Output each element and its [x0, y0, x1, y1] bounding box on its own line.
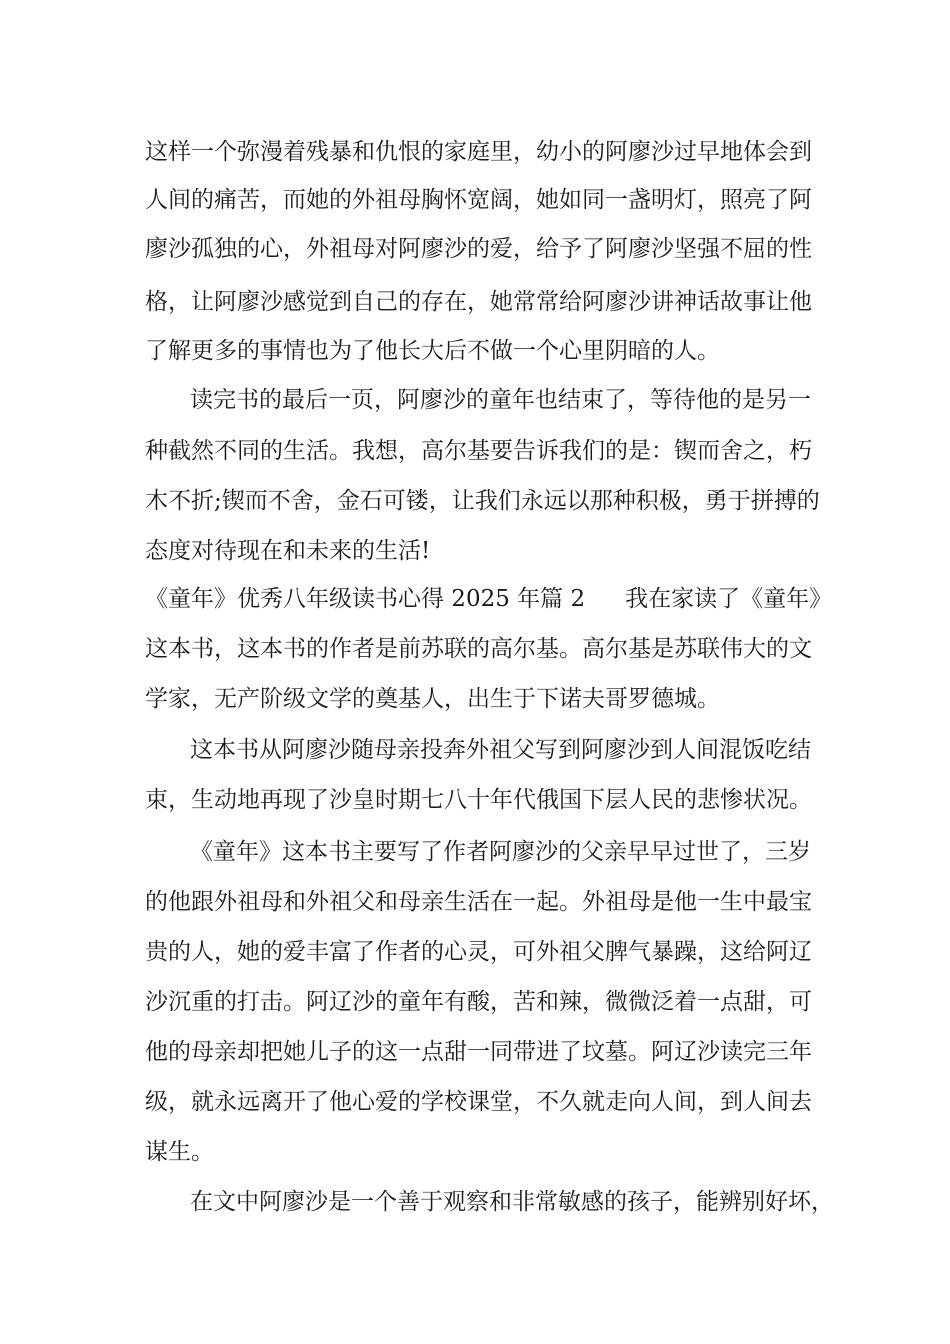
- section-heading-line: [145, 584, 833, 614]
- section-title: 《童年》优秀八年级读书心得 2025 年篇 2: [145, 586, 586, 612]
- text-line: 贵的人，她的爱丰富了作者的心灵，可外祖父脾气暴躁，这给阿辽: [145, 939, 812, 965]
- text-line: 这本书，这本书的作者是前苏联的高尔基。高尔基是苏联伟大的文: [145, 636, 812, 662]
- text-line: 格，让阿廖沙感觉到自己的存在，她常常给阿廖沙讲神话故事让他: [145, 289, 812, 315]
- text-line: 态度对待现在和未来的生活!: [145, 538, 431, 564]
- text-line: 的他跟外祖母和外祖父和母亲生活在一起。外祖母是他一生中最宝: [145, 889, 812, 915]
- text-line: 这样一个弥漫着残暴和仇恨的家庭里，幼小的阿廖沙过早地体会到: [145, 139, 812, 165]
- section-first-text: 我在家读了《童年》: [625, 586, 833, 612]
- text-line: 人间的痛苦，而她的外祖母胸怀宽阔，她如同一盏明灯，照亮了阿: [145, 187, 812, 213]
- paragraph-first-line: 《童年》这本书主要写了作者阿廖沙的父亲早早过世了，三岁: [190, 839, 811, 865]
- text-line: 沙沉重的打击。阿辽沙的童年有酸，苦和辣，微微泛着一点甜，可: [145, 989, 812, 1015]
- paragraph-first-line: 在文中阿廖沙是一个善于观察和非常敏感的孩子，能辨别好坏，: [190, 1189, 834, 1215]
- text-line: 木不折;锲而不舍，金石可镂，让我们永远以那种积极，勇于拼搏的: [145, 488, 820, 514]
- text-line: 他的母亲却把她儿子的这一点甜一同带进了坟墓。阿辽沙读完三年: [145, 1039, 812, 1065]
- text-line: 种截然不同的生活。我想，高尔基要告诉我们的是：锲而舍之，朽: [145, 438, 812, 464]
- text-line: 级，就永远离开了他心爱的学校课堂，不久就走向人间，到人间去: [145, 1089, 812, 1115]
- text-line: 谋生。: [145, 1139, 214, 1165]
- text-line: 廖沙孤独的心，外祖母对阿廖沙的爱，给予了阿廖沙坚强不屈的性: [145, 236, 812, 262]
- paragraph-first-line: 读完书的最后一页，阿廖沙的童年也结束了，等待他的是另一: [190, 387, 811, 413]
- text-line: 束，生动地再现了沙皇时期七八十年代俄国下层人民的悲惨状况。: [145, 787, 812, 813]
- paragraph-first-line: 这本书从阿廖沙随母亲投奔外祖父写到阿廖沙到人间混饭吃结: [190, 737, 811, 763]
- text-line: 学家，无产阶级文学的奠基人，出生于下诺夫哥罗德城。: [145, 686, 720, 712]
- text-line: 了解更多的事情也为了他长大后不做一个心里阴暗的人。: [145, 338, 720, 364]
